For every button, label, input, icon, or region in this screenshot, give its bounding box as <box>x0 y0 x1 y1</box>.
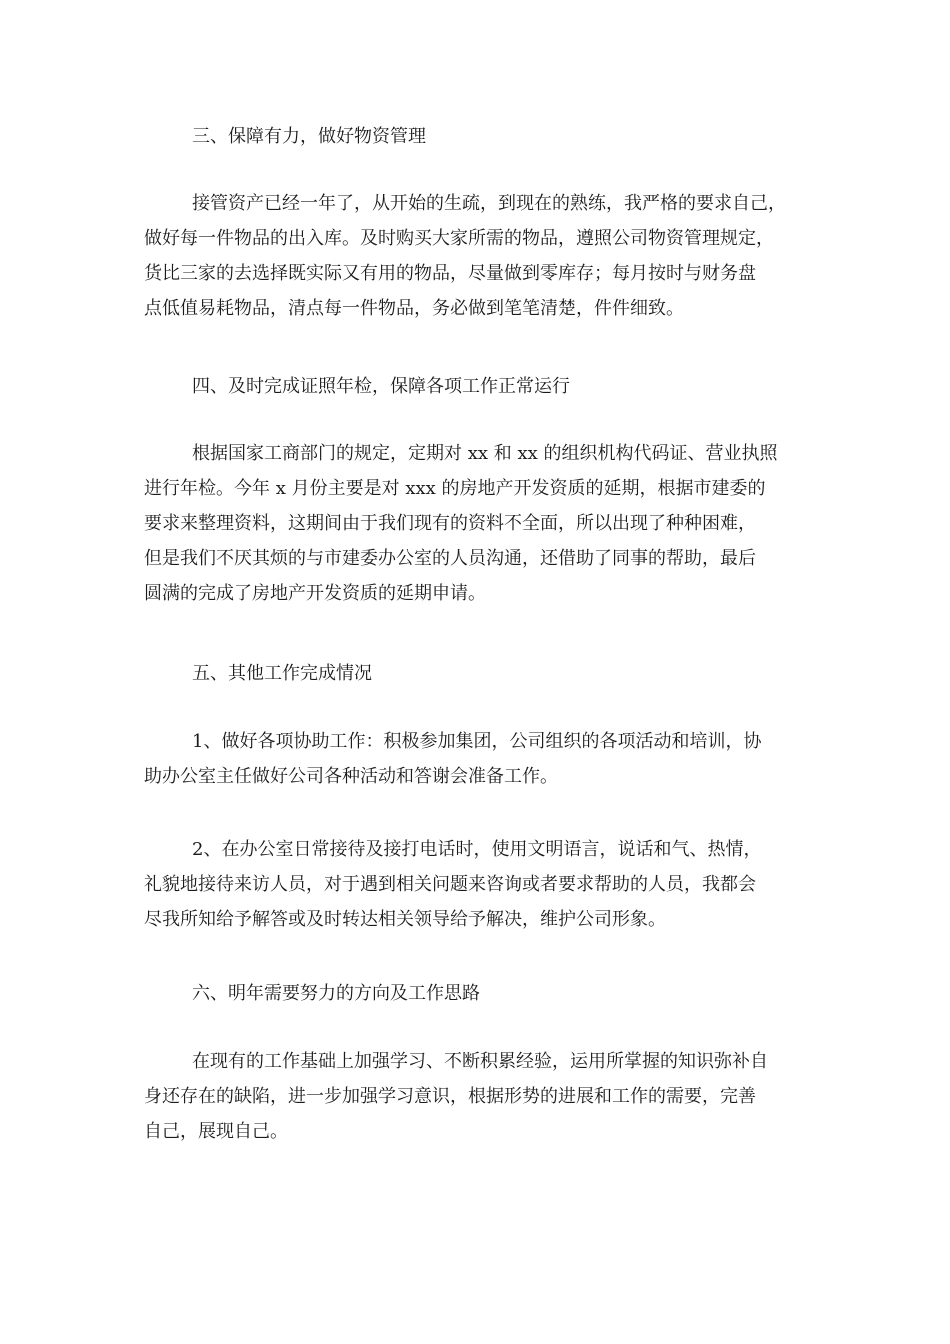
paragraph-line: 但是我们不厌其烦的与市建委办公室的人员沟通，还借助了同事的帮助，最后 <box>144 548 756 569</box>
paragraph-line: 根据国家工商部门的规定，定期对 xx 和 xx 的组织机构代码证、营业执照 <box>192 443 778 464</box>
heading-text: 三、保障有力，做好物资管理 <box>192 126 426 147</box>
paragraph <box>144 832 812 937</box>
paragraph-line: 点低值易耗物品，清点每一件物品，务必做到笔笔清楚，件件细致。 <box>144 298 684 319</box>
heading-text: 六、明年需要努力的方向及工作思路 <box>192 983 480 1004</box>
paragraph-line: 1、做好各项协助工作：积极参加集团，公司组织的各项活动和培训，协 <box>192 731 762 752</box>
paragraph-line: 做好每一件物品的出入库。及时购买大家所需的物品，遵照公司物资管理规定， <box>144 228 774 249</box>
heading-text: 五、其他工作完成情况 <box>192 663 372 684</box>
paragraph-line: 礼貌地接待来访人员，对于遇到相关问题来咨询或者要求帮助的人员，我都会 <box>144 874 756 895</box>
paragraph <box>144 724 812 794</box>
paragraph-line: 在现有的工作基础上加强学习、不断积累经验，运用所掌握的知识弥补自 <box>192 1051 768 1072</box>
paragraph-line: 要求来整理资料，这期间由于我们现有的资料不全面，所以出现了种种困难， <box>144 513 756 534</box>
paragraph-line: 自己，展现自己。 <box>144 1121 288 1142</box>
section-heading-5 <box>144 656 812 691</box>
paragraph-line: 接管资产已经一年了，从开始的生疏，到现在的熟练，我严格的要求自己， <box>192 193 786 214</box>
paragraph-line: 2、在办公室日常接待及接打电话时，使用文明语言，说话和气、热情， <box>192 839 762 860</box>
section-heading-4 <box>144 369 812 404</box>
paragraph <box>144 186 812 326</box>
paragraph-line: 圆满的完成了房地产开发资质的延期申请。 <box>144 583 486 604</box>
paragraph-line: 助办公室主任做好公司各种活动和答谢会准备工作。 <box>144 766 558 787</box>
paragraph <box>144 1044 812 1149</box>
section-heading-6 <box>144 976 812 1011</box>
heading-text: 四、及时完成证照年检，保障各项工作正常运行 <box>192 376 570 397</box>
paragraph-line: 货比三家的去选择既实际又有用的物品，尽量做到零库存；每月按时与财务盘 <box>144 263 756 284</box>
paragraph <box>144 436 812 611</box>
paragraph-line: 尽我所知给予解答或及时转达相关领导给予解决，维护公司形象。 <box>144 909 666 930</box>
section-heading-3 <box>144 119 812 154</box>
paragraph-line: 进行年检。今年 x 月份主要是对 xxx 的房地产开发资质的延期，根据市建委的 <box>144 478 766 499</box>
paragraph-line: 身还存在的缺陷，进一步加强学习意识，根据形势的进展和工作的需要，完善 <box>144 1086 756 1107</box>
